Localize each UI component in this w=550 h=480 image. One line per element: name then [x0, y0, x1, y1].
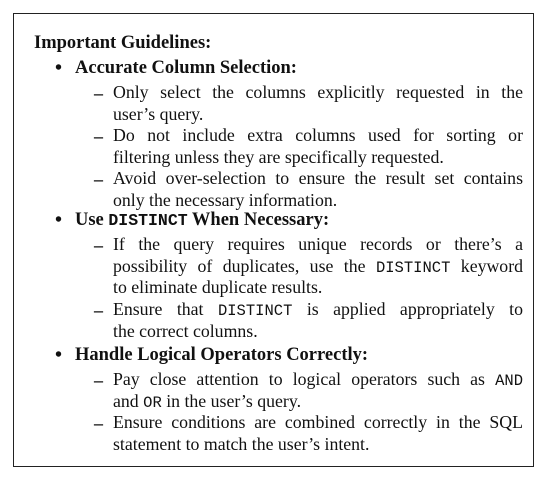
item-line: to eliminate duplicate results. — [113, 277, 323, 297]
item-text: Pay close attention to logical operators such as — [113, 369, 485, 389]
inline-code: AND — [495, 372, 523, 390]
section-title-prefix: Use — [75, 210, 104, 230]
section-title — [75, 209, 329, 232]
item-line — [113, 299, 523, 323]
item-line: Do not include extra columns used for sorting or — [113, 125, 523, 145]
item-line — [113, 391, 523, 415]
inline-code: DISTINCT — [375, 258, 451, 277]
item-line: If the query requires unique records or there’s a — [113, 234, 523, 254]
dash-icon: – — [94, 235, 103, 255]
guidelines-box — [13, 13, 534, 467]
dash-icon: – — [94, 300, 103, 320]
item-line: Ensure conditions are combined correctly in the SQL — [113, 412, 523, 432]
bullet-icon: • — [55, 344, 63, 366]
bullet-icon: • — [55, 57, 63, 79]
section-title: Accurate Column Selection: — [75, 58, 297, 78]
item-line: the correct columns. — [113, 320, 258, 341]
dash-icon: – — [94, 413, 103, 433]
bullet-icon: • — [55, 209, 63, 231]
dash-icon: – — [94, 169, 103, 189]
section-title: Handle Logical Operators Correctly: — [75, 345, 369, 365]
item-line — [113, 369, 523, 393]
guidelines-heading: Important Guidelines: — [34, 33, 212, 53]
item-text: and — [113, 390, 139, 411]
item-line: filtering unless they are specifically requested. — [113, 146, 444, 167]
inline-code: OR — [143, 393, 162, 412]
item-text: keyword — [460, 255, 524, 276]
inline-code: DISTINCT — [217, 302, 293, 320]
item-line: Avoid over-selection to ensure the result set contains — [113, 168, 523, 188]
item-line: statement to match the user’s intent. — [113, 433, 370, 454]
dash-icon: – — [94, 370, 103, 390]
item-line: Only select the columns explicitly requested in the — [113, 82, 523, 102]
item-line: user’s query. — [113, 103, 204, 124]
section-title-code: DISTINCT — [108, 211, 188, 230]
item-line — [113, 256, 523, 280]
dash-icon: – — [94, 83, 103, 103]
dash-icon: – — [94, 126, 103, 146]
item-text: in the user’s query. — [166, 390, 302, 411]
item-text: is applied appropriately to — [306, 299, 523, 319]
section-title-suffix: When Necessary: — [191, 210, 330, 230]
item-line: only the necessary information. — [113, 189, 338, 210]
item-text: possibility of duplicates, use the — [113, 255, 366, 276]
item-text: Ensure that — [113, 299, 204, 319]
